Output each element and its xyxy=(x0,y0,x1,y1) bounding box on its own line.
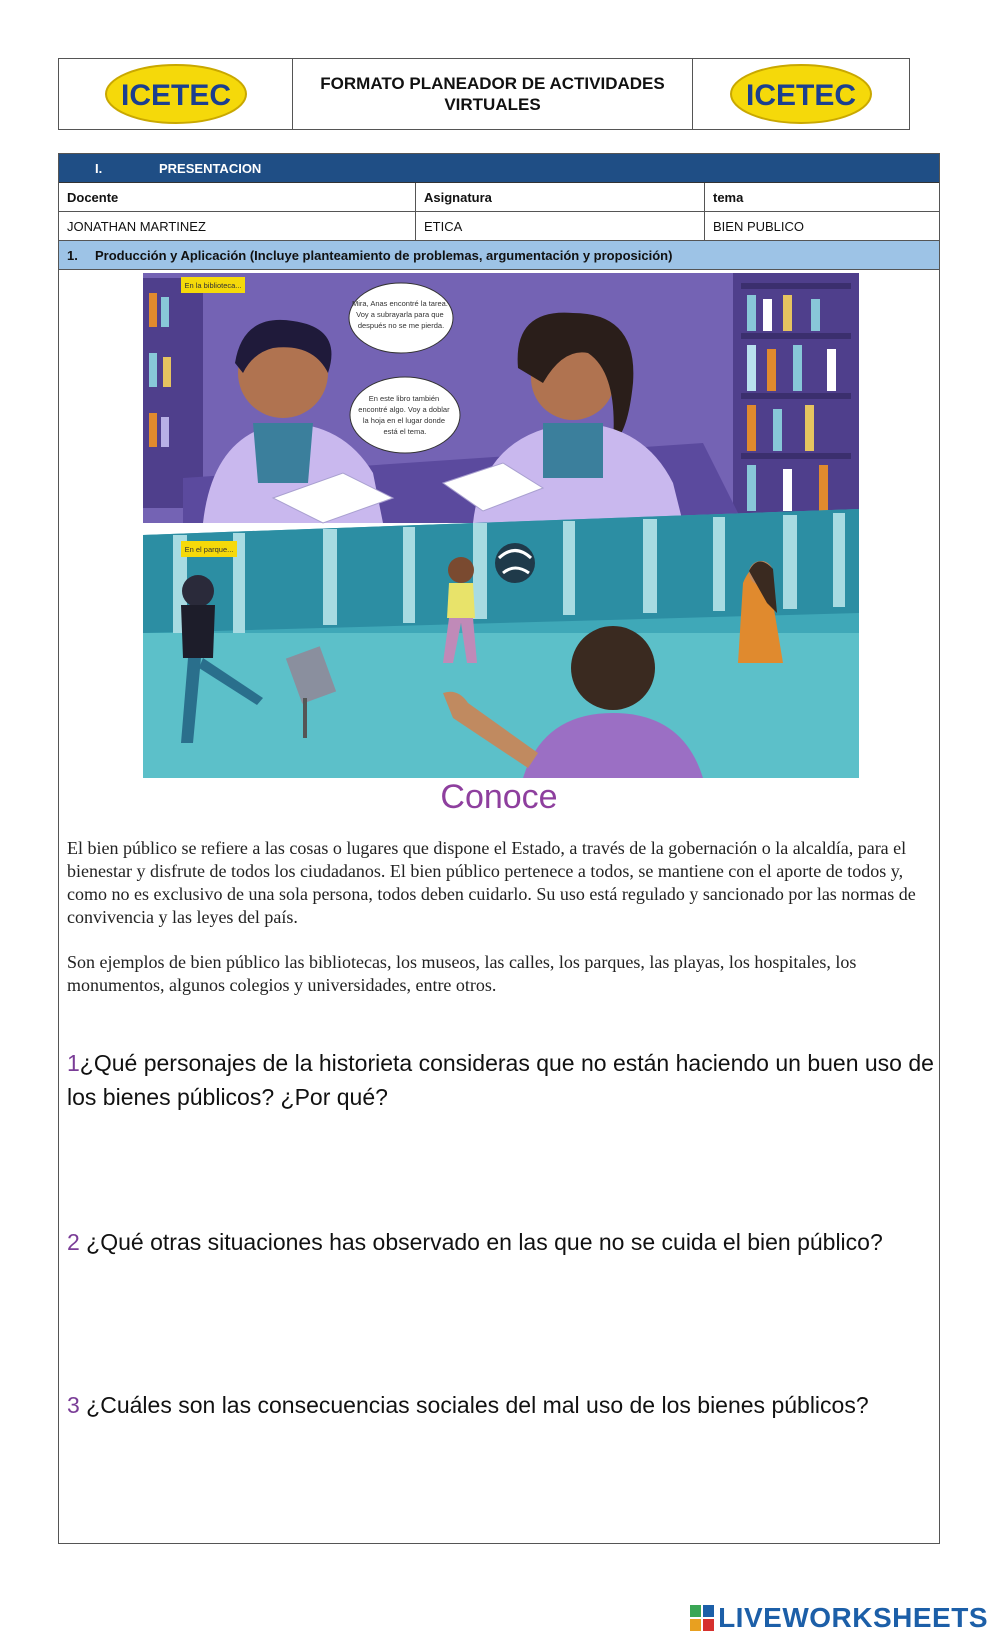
bubble-2-line-4: está el tema. xyxy=(383,427,427,436)
section-number: 1. xyxy=(67,247,78,263)
question-3 xyxy=(67,1388,939,1422)
question-1-number: 1 xyxy=(67,1050,80,1076)
bubble-2-line-3: la hoja en el lugar donde xyxy=(362,416,446,425)
paragraph-definition: El bien público se refiere a las cosas o lugares que dispone el Estado, a través de la gobernación o la alcaldía, para el bienestar y disfrute de todos los ciudadanos. El bien público pertenece a todos, se mantiene con el aporte de todos y, como no es exclusivo de una sola persona, todos deben cuidarlo. Su uso está regulado y sancionado por las normas de convivencia y las leyes del país. xyxy=(67,838,916,927)
presentation-number: I. xyxy=(95,160,103,176)
bubble-1-line-3: después no se me pierda. xyxy=(357,321,445,330)
worksheet-frame xyxy=(58,153,940,1544)
section-heading-conoce: Conoce xyxy=(440,778,558,816)
section-title: Producción y Aplicación (Incluye planteamiento de problemas, argumentación y proposición) xyxy=(95,247,673,263)
presentation-header-row xyxy=(59,154,939,183)
value-tema: BIEN PUBLICO xyxy=(713,218,805,234)
liveworksheets-watermark[interactable] xyxy=(690,1602,988,1634)
liveworksheets-logo-icon xyxy=(690,1605,714,1631)
bubble-2-line-1: En este libro también xyxy=(368,394,440,403)
section-header-row xyxy=(59,241,939,270)
presentation-title: PRESENTACION xyxy=(159,160,262,176)
library-panel xyxy=(143,273,859,523)
logo-text: ICETEC xyxy=(120,79,231,112)
header-logo-left-cell xyxy=(59,59,293,129)
label-tema: tema xyxy=(713,189,744,205)
label-docente: Docente xyxy=(59,183,416,211)
label-asignatura: Asignatura xyxy=(416,183,705,211)
tag-park: En el parque... xyxy=(184,545,234,554)
header-table xyxy=(58,58,910,130)
paragraph-examples: Son ejemplos de bien público las bibliotecas, los museos, las calles, los parques, las playas, los hospitales, los monumentos, algunos colegios y universidades, entre otros. xyxy=(67,952,857,995)
bubble-2-line-2: encontré algo. Voy a doblar xyxy=(358,405,450,414)
value-docente: JONATHAN MARTINEZ xyxy=(59,212,416,240)
document-title: FORMATO PLANEADOR DE ACTIVIDADES VIRTUALES xyxy=(293,59,693,129)
question-3-number: 3 xyxy=(67,1392,80,1418)
header-logo-right-cell xyxy=(693,59,909,129)
value-asignatura: ETICA xyxy=(416,212,705,240)
icetec-logo-left xyxy=(103,63,249,125)
tag-library: En la biblioteca... xyxy=(184,281,242,290)
question-1 xyxy=(67,1046,939,1114)
question-2-number: 2 xyxy=(67,1229,80,1255)
bubble-1-line-2: Voy a subrayarla para que xyxy=(356,310,444,319)
logo-text: ICETEC xyxy=(745,79,857,112)
question-3-text: ¿Cuáles son las consecuencias sociales del mal uso de los bienes públicos? xyxy=(79,1392,869,1418)
svg-text:Mira, Anas encontré la tarea. xyxy=(352,299,450,330)
bubble-1-line-1: Mira, Anas encontré la tarea. xyxy=(352,299,448,308)
info-labels-row xyxy=(59,183,939,212)
question-2-text: ¿Qué otras situaciones has observado en las que no se cuida el bien público? xyxy=(79,1229,883,1255)
icetec-logo-right xyxy=(728,63,874,125)
question-2 xyxy=(67,1225,939,1259)
liveworksheets-wordmark: LIVEWORKSHEETS xyxy=(718,1602,988,1633)
info-values-row xyxy=(59,212,939,241)
comic-illustration xyxy=(143,273,859,778)
question-1-text: ¿Qué personajes de la historieta consideras que no están haciendo un buen uso de los bienes públicos? ¿Por qué? xyxy=(67,1050,934,1110)
park-panel xyxy=(143,509,859,778)
